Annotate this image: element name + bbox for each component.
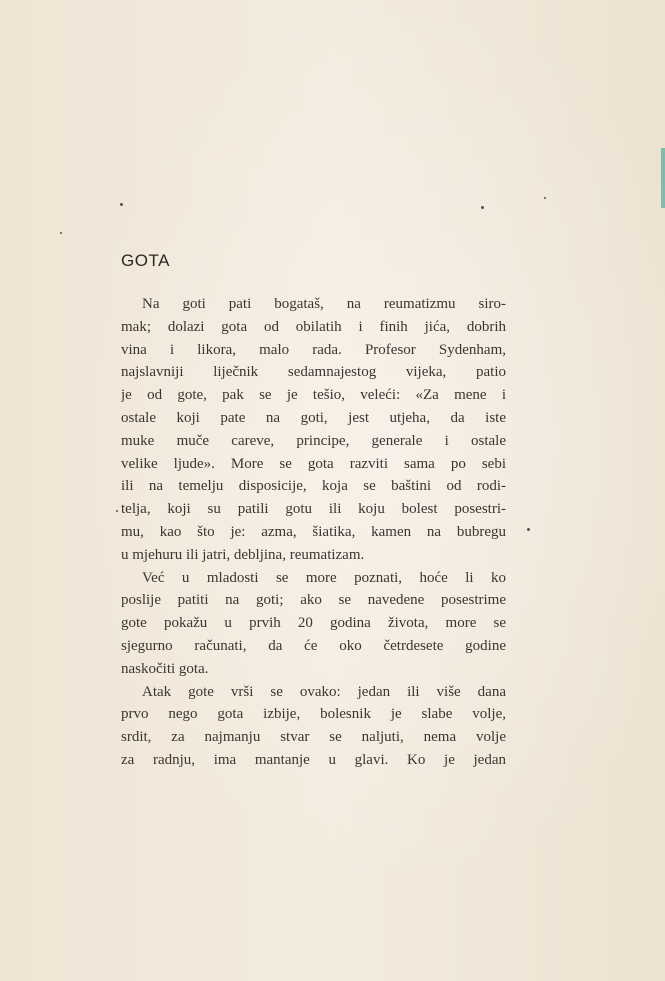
ink-speck <box>120 203 123 206</box>
text-line: muke muče careve, principe, generale i ostale <box>121 432 506 449</box>
text-line: je od gote, pak se je tešio, veleći: «Za mene i <box>121 387 506 404</box>
ink-speck <box>116 510 118 512</box>
page-edge-tab <box>661 148 665 208</box>
text-line: ostale koji pate na goti, jest utjeha, da iste <box>121 409 506 426</box>
text-line: naskočiti gota. <box>121 660 209 677</box>
page-title: GOTA <box>121 251 170 270</box>
text-line: Na goti pati bogataš, na reumatizmu siro- <box>142 296 506 312</box>
paragraph-3 <box>121 681 506 772</box>
text-line: gote pokažu u prvih 20 godina života, more se <box>121 615 506 632</box>
text-line: za radnju, ima mantanje u glavi. Ko je jedan <box>121 751 506 768</box>
ink-speck <box>481 206 484 209</box>
text-line: sjegurno računati, da će oko četrdesete godine <box>121 637 506 654</box>
text-line: Već u mladosti se more poznati, hoće li ko <box>142 569 506 586</box>
text-line: srdit, za najmanju stvar se naljuti, nema volje <box>121 729 506 746</box>
text-line: velike ljude». More se gota razviti sama po sebi <box>121 455 506 472</box>
paragraph-2 <box>121 567 506 681</box>
text-line: Atak gote vrši se ovako: jedan ili više dana <box>142 683 506 700</box>
text-line: najslavniji liječnik sedamnajestog vijeka, patio <box>121 364 506 381</box>
ink-speck <box>527 528 530 531</box>
text-line: telja, koji su patili gotu ili koju bolest posestri- <box>121 501 506 518</box>
ink-speck <box>60 232 62 234</box>
ink-speck <box>544 197 546 199</box>
paragraph-1 <box>121 293 506 567</box>
text-line: u mjehuru ili jatri, debljina, reumatizam. <box>121 546 365 563</box>
text-line: mak; dolazi gota od obilatih i finih jića, dobrih <box>121 318 506 335</box>
text-line: mu, kao što je: azma, šiatika, kamen na bubregu <box>121 523 506 540</box>
text-line: prvo nego gota izbije, bolesnik je slabe volje, <box>121 706 506 723</box>
text-line: ili na temelju disposicije, koja se baštini od rodi- <box>121 478 506 495</box>
text-line: vina i likora, malo rada. Profesor Sydenham, <box>121 341 506 358</box>
body-text <box>121 293 506 772</box>
text-line: poslije patiti na goti; ako se navedene posestrime <box>121 592 506 609</box>
